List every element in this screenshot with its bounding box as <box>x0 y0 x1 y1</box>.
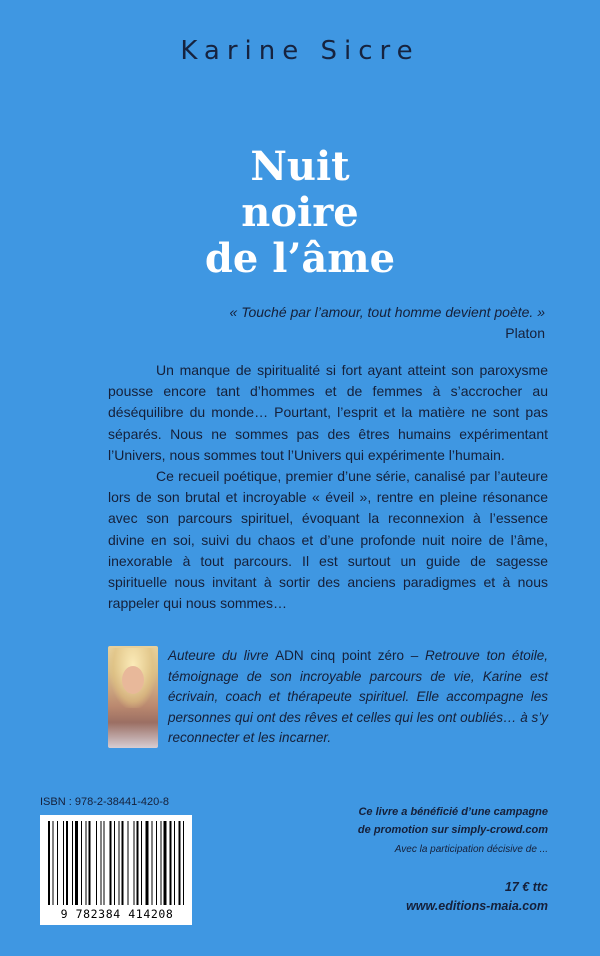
barcode-bar <box>179 821 181 905</box>
blurb <box>108 360 548 614</box>
barcode-bars <box>48 821 184 905</box>
barcode-bar <box>89 821 91 905</box>
barcode-bar <box>146 821 149 905</box>
barcode-bar <box>96 821 97 905</box>
barcode-bar <box>66 821 68 905</box>
blurb-paragraph-2: Ce recueil poétique, premier d’une série, canalisé par l’auteure lors de son brutal et incroyable « éveil », rentre en pleine résonance avec son parcours spirituel, évoquant la reconnexion à l’essence divine en soi, suivi du chaos et d’une profonde nuit noire de l’âme, inexorable à tout parcours. Il est surtout un guide de sagesse spirituelle nous invitant à sortir des anciens paradigmes et à nous rappeler qui nous sommes… <box>108 468 548 612</box>
isbn: ISBN : 978-2-38441-420-8 <box>40 796 170 808</box>
bio-text <box>168 646 548 749</box>
barcode-bar <box>141 821 142 905</box>
book-title <box>0 144 600 282</box>
epigraph-quote: « Touché par l’amour, tout homme devient poète. » <box>229 304 545 320</box>
author-photo <box>108 646 158 748</box>
promo-notice <box>358 803 548 839</box>
barcode-bar <box>122 821 124 905</box>
barcode-bar <box>81 821 82 905</box>
barcode-bar <box>152 821 153 905</box>
barcode-bar <box>104 821 105 905</box>
participation-note: Avec la participation décisive de ... <box>394 844 548 855</box>
barcode-bar <box>72 821 73 905</box>
barcode-bar <box>170 821 172 905</box>
barcode-bar <box>134 821 135 905</box>
promo-line-1: Ce livre a bénéficié d’une campagne <box>358 806 548 818</box>
barcode-bar <box>114 821 115 905</box>
bio-book: ADN cinq point zéro <box>275 648 405 663</box>
barcode-bar <box>164 821 167 905</box>
blurb-paragraph-1: Un manque de spiritualité si fort ayant atteint son paroxysme pousse encore tant d’hommes et de femmes à s’accrocher au déséquilibre du monde… Pourtant, l’esprit et la matière ne sont pas séparés. Nous ne sommes pas des êtres humains expérimentant l’Univers, nous sommes tout l’Univers qui expérimente l’humain. <box>108 362 548 463</box>
title-line-1: Nuit <box>250 143 350 190</box>
barcode-bar <box>53 821 54 905</box>
barcode-number: 9 782384 414208 <box>60 907 174 921</box>
title-line-2: noire <box>241 189 359 236</box>
barcode-bar <box>119 821 120 905</box>
barcode-bar <box>156 821 157 905</box>
barcode-bar <box>161 821 162 905</box>
promo-line-2: de promotion sur simply-crowd.com <box>357 824 548 836</box>
barcode-bar <box>128 821 129 905</box>
barcode-bar <box>86 821 87 905</box>
epigraph-attribution: Platon <box>505 325 545 341</box>
bio-rest: – Retrouve ton étoile, témoignage de son incroyable parcours de vie, Karine est écrivain, coach et thérapeute spirituel. Elle accompagne les personnes qui ont des rêves et celles qui les ont oubliés… à s’y reconnecter et les incarner. <box>168 648 548 745</box>
bio-prefix: Auteure du livre <box>168 648 269 663</box>
barcode-bar <box>75 821 78 905</box>
barcode-bar <box>101 821 102 905</box>
barcode <box>40 815 192 925</box>
publisher-website: www.editions-maia.com <box>406 899 548 913</box>
epigraph <box>230 302 545 344</box>
barcode-bar <box>63 821 64 905</box>
title-line-3: de l’âme <box>204 235 396 282</box>
barcode-bar <box>183 821 184 905</box>
author-name: Karine Sicre <box>180 36 420 66</box>
barcode-bar <box>48 821 50 905</box>
author-bio <box>108 646 548 751</box>
price: 17 € ttc <box>504 880 548 894</box>
barcode-bar <box>137 821 139 905</box>
barcode-bar <box>110 821 112 905</box>
barcode-bar <box>174 821 175 905</box>
barcode-bar <box>57 821 58 905</box>
